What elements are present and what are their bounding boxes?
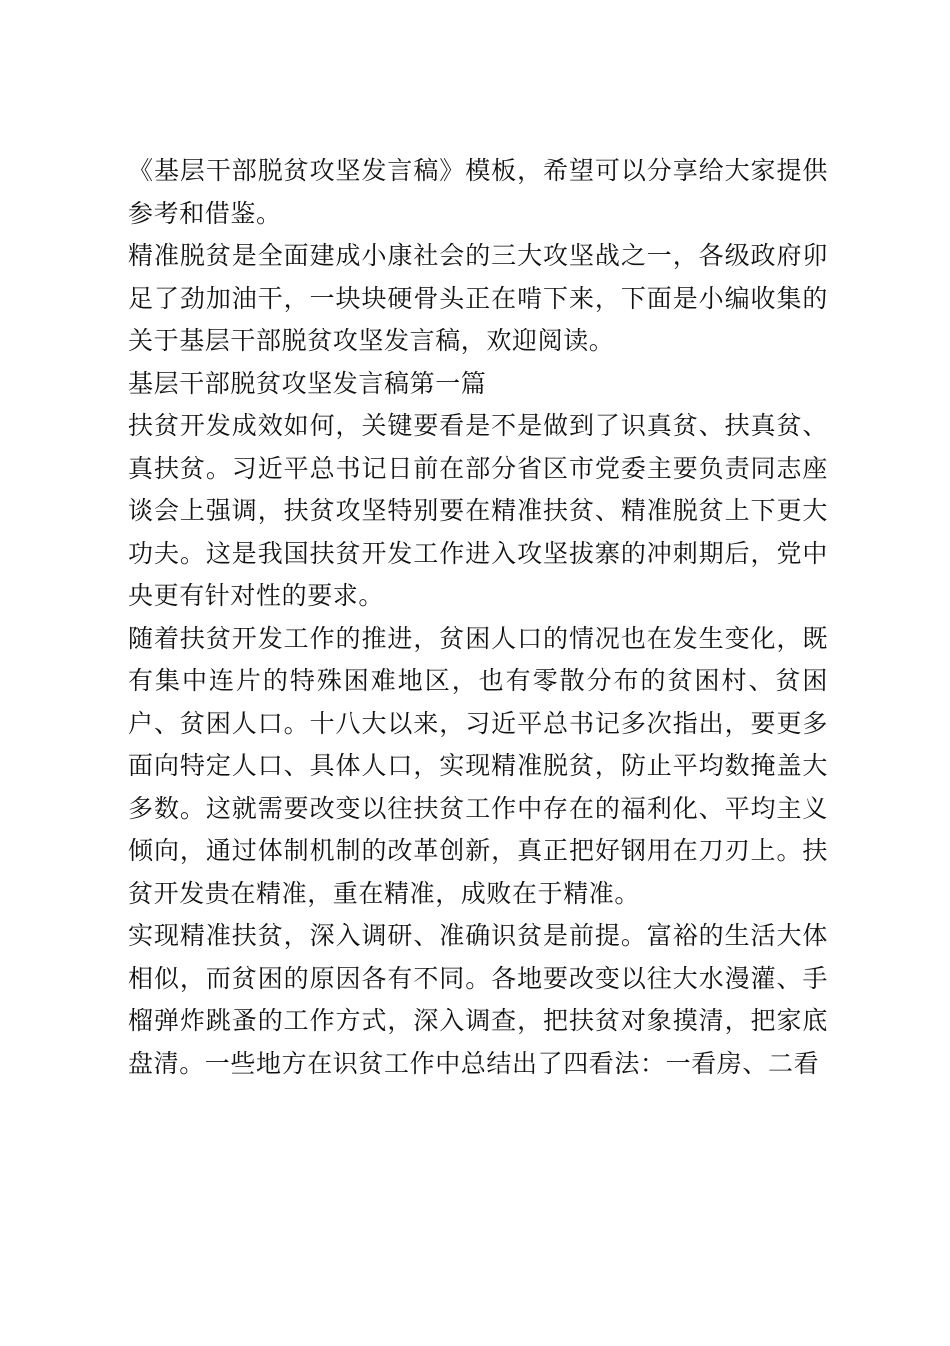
section-heading: 基层干部脱贫攻坚发言稿第一篇	[128, 368, 487, 398]
summary-paragraph: 精准脱贫是全面建成小康社会的三大攻坚战之一，各级政府卯足了劲加油干，一块块硬骨头正在啃下来，下面是小编收集的关于基层干部脱贫攻坚发言稿，欢迎阅读。	[128, 241, 828, 355]
document-body	[128, 150, 828, 1085]
body-paragraph: 实现精准扶贫，深入调研、准确识贫是前提。富裕的生活大体相似，而贫困的原因各有不同。各地要改变以往大水漫灌、手榴弹炸跳蚤的工作方式，深入调查，把扶贫对象摸清，把家底盘清。一些地方在识贫工作中总结出了四看法：一看房、二看	[128, 921, 828, 1078]
intro-paragraph: 《基层干部脱贫攻坚发言稿》模板，希望可以分享给大家提供参考和借鉴。	[128, 156, 828, 228]
body-paragraph: 随着扶贫开发工作的推进，贫困人口的情况也在发生变化，既有集中连片的特殊困难地区，也有零散分布的贫困村、贫困户、贫困人口。十八大以来，习近平总书记多次指出，要更多面向特定人口、具体人口，实现精准脱贫，防止平均数掩盖大多数。这就需要改变以往扶贫工作中存在的福利化、平均主义倾向，通过体制机制的改革创新，真正把好钢用在刀刃上。扶贫开发贵在精准，重在精准，成败在于精准。	[128, 623, 828, 908]
body-paragraph: 扶贫开发成效如何，关键要看是不是做到了识真贫、扶真贫、真扶贫。习近平总书记日前在部分省区市党委主要负责同志座谈会上强调，扶贫攻坚特别要在精准扶贫、精准脱贫上下更大功夫。这是我国扶贫开发工作进入攻坚拔寨的冲刺期后，党中央更有针对性的要求。	[128, 411, 828, 610]
